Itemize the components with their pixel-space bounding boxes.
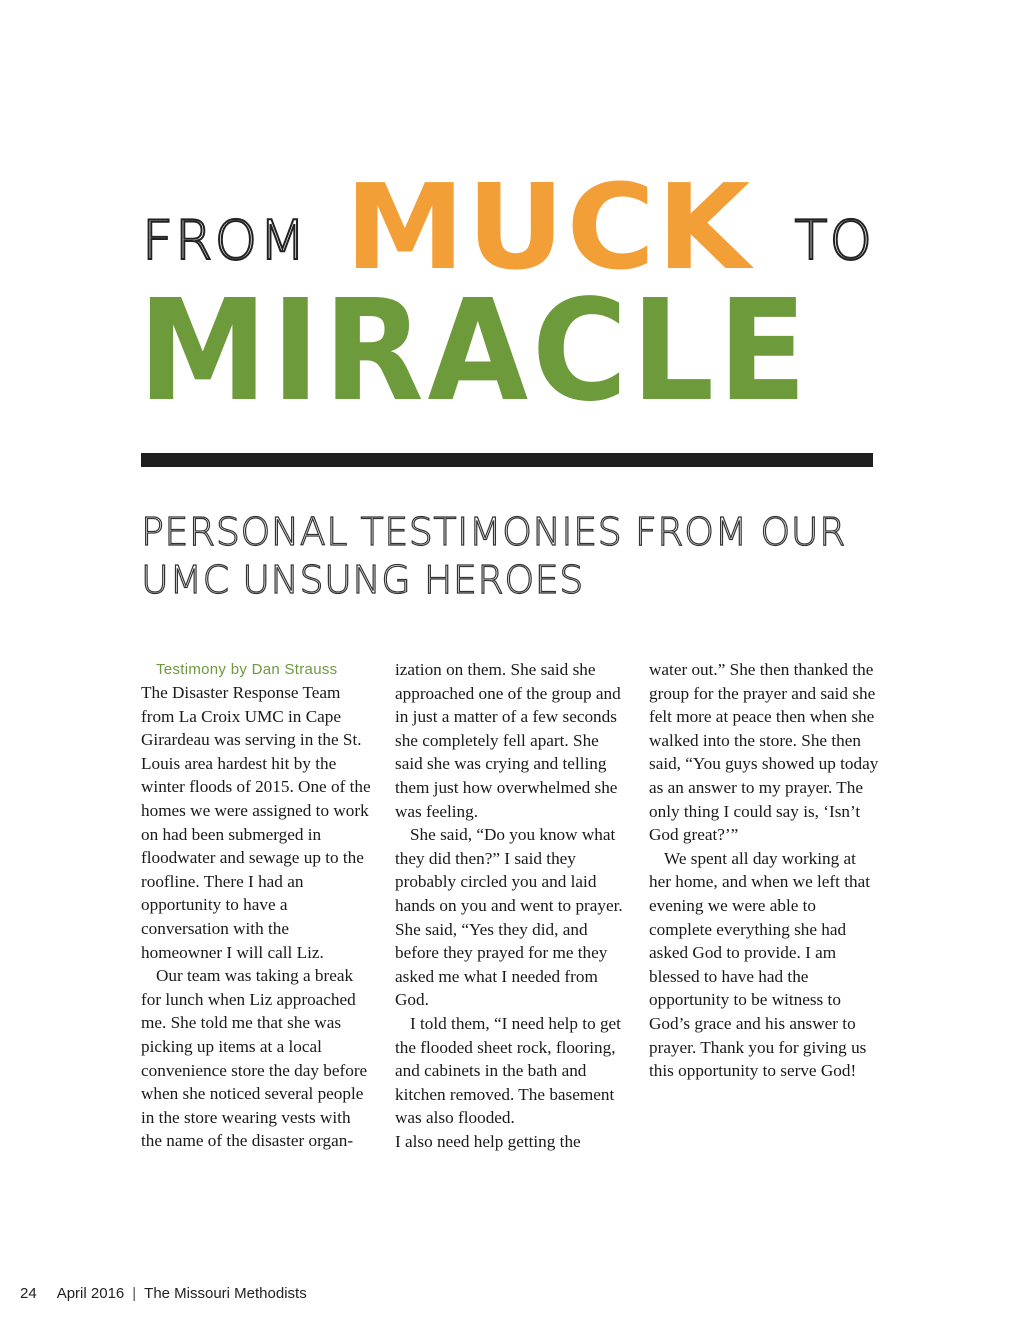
article-column-2 xyxy=(395,658,627,1153)
page-number: 24 xyxy=(20,1285,37,1302)
paragraph: The Disaster Response Team from La Croix UMC in Cape Girardeau was serving in the St. Louis area hardest hit by the winter floods of 2015. One of the homes we were assigned to work on had been submerged in floodwater and sewage up to the roofline. There I had an opportunity to have a conversation with the homeowner I will call Liz. xyxy=(141,683,371,962)
subtitle-line-2: UMC UNSUNG HEROES xyxy=(141,558,584,602)
subtitle xyxy=(141,508,881,604)
paragraph: water out.” She then thanked the group for the prayer and said she felt more at peace then when she walked into the store. She then said, “You guys showed up today as an answer to my prayer. The only thing I could say is, ‘Isn’t God great?’” xyxy=(649,660,879,845)
issue-date: April 2016 xyxy=(56,1285,125,1302)
article-column-1 xyxy=(141,658,373,1153)
article-column-3 xyxy=(649,658,881,1083)
publication-name: The Missouri Methodists xyxy=(144,1285,307,1302)
paragraph: She said, “Do you know what they did then?” I said they probably circled you and laid hands on you and went to prayer. She said, “Yes they did, and before they prayed for me they asked me what I needed from God. xyxy=(395,825,623,1010)
subtitle-line-1: PERSONAL TESTIMONIES FROM OUR xyxy=(141,510,846,554)
paragraph: Our team was taking a break for lunch when Liz approached me. She told me that she was picking up items at a local convenience store the day before when she noticed several people in the store wearing vests with the name of the disaster organ- xyxy=(141,966,368,1151)
headline-to: TO xyxy=(794,209,874,272)
headline-miracle: MIRACLE xyxy=(138,270,811,433)
byline: Testimony by Dan Strauss xyxy=(156,661,338,678)
headline-muck: MUCK xyxy=(345,158,753,296)
page-footer xyxy=(20,1285,307,1302)
headline-row xyxy=(140,158,880,296)
paragraph: I told them, “I need help to get the flooded sheet rock, flooring, and cabinets in the bath and kitchen removed. The basement was also flooded. xyxy=(395,1013,621,1128)
paragraph: I also need help getting the xyxy=(395,1131,581,1151)
footer-separator: | xyxy=(132,1285,137,1302)
headline-from: FROM xyxy=(142,209,308,272)
headline-divider xyxy=(141,453,873,467)
paragraph: We spent all day working at her home, and when we left that evening we were able to complete everything she had asked God to provide. I am blessed to have had the opportunity to be witness to God’s grace and his answer to prayer. Thank you for giving us this opportunity to serve God! xyxy=(649,848,870,1081)
paragraph: ization on them. She said she approached one of the group and in just a matter of a few seconds she completely fell apart. She said she was crying and telling them just how overwhelmed she was feeling. xyxy=(395,660,621,821)
